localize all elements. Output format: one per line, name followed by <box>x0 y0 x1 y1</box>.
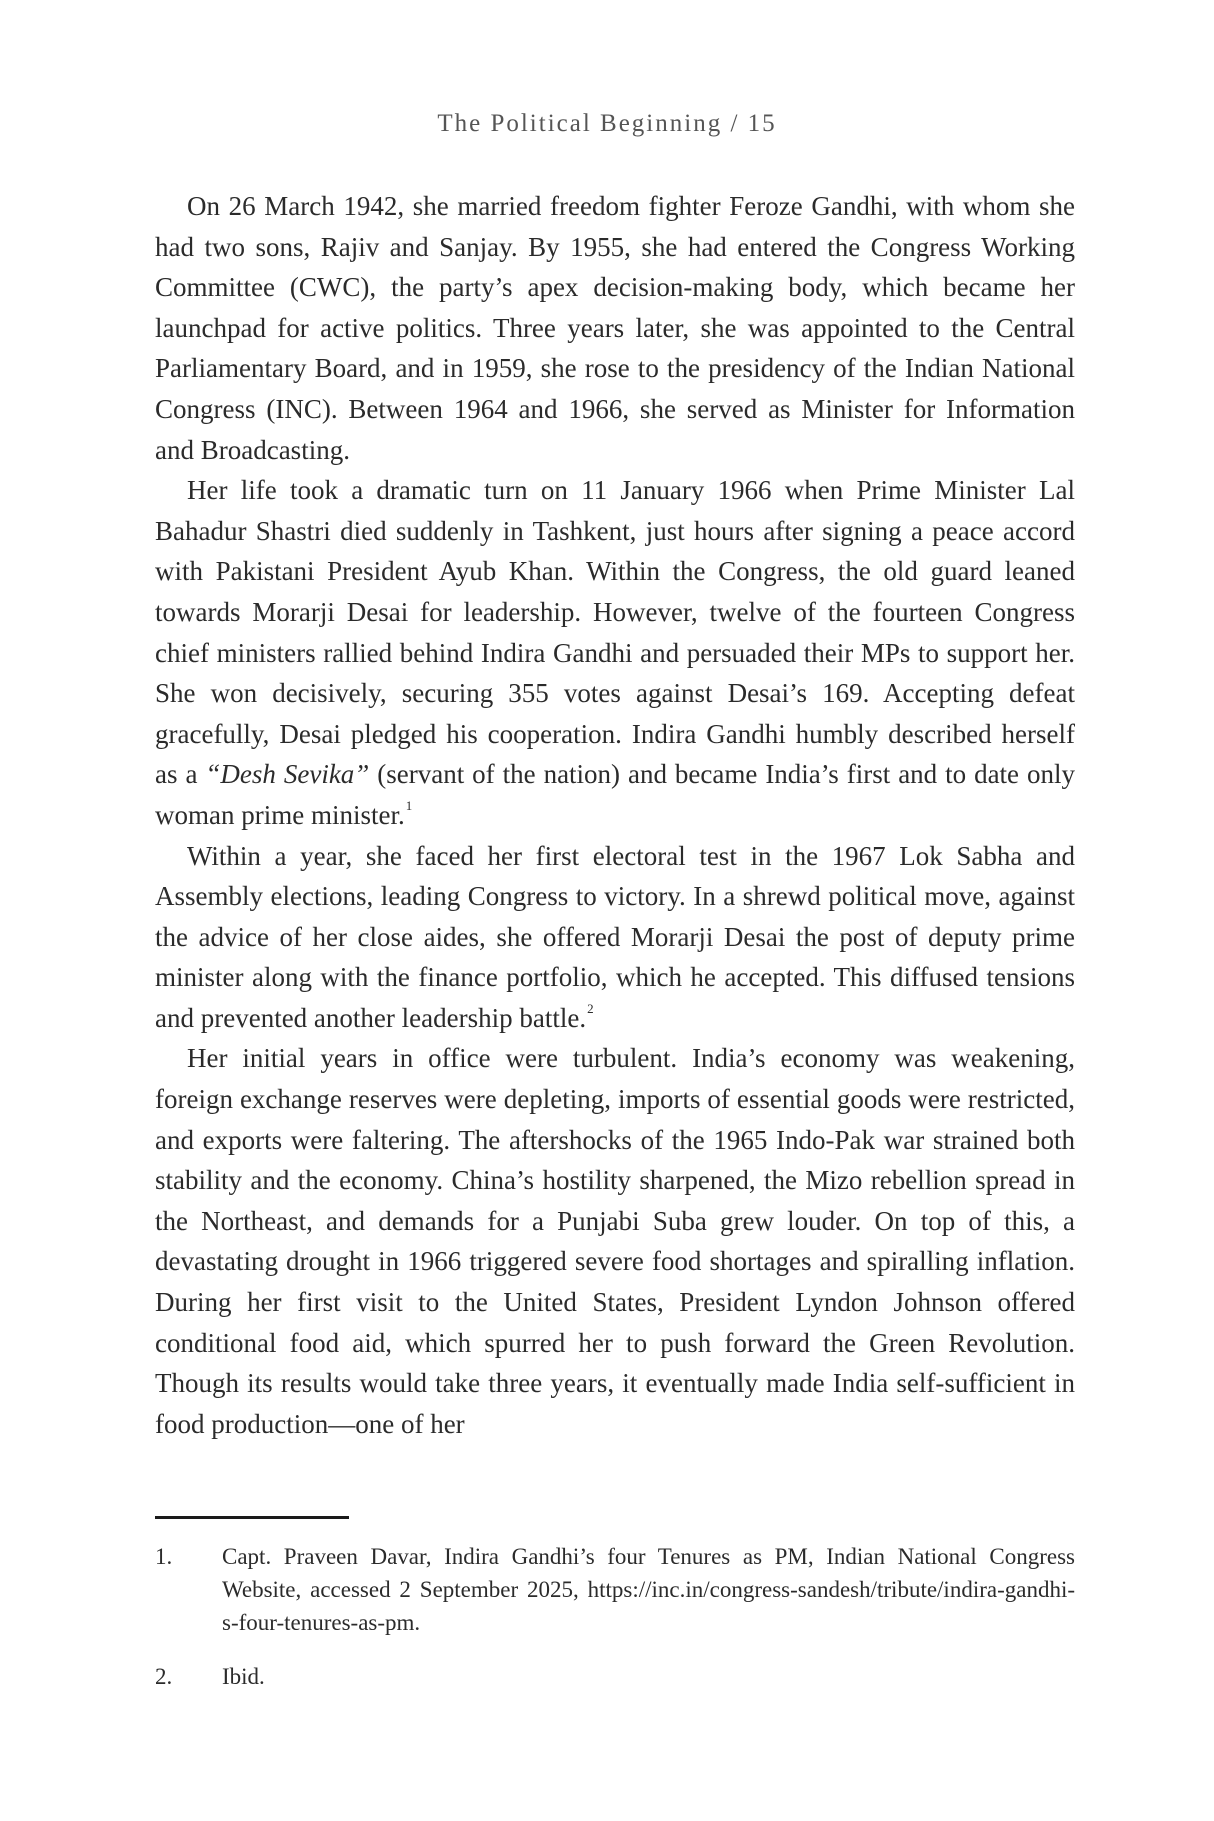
paragraph-text: Her initial years in office were turbulent. India’s economy was weakening, foreign exchange reserves were depleting, imports of essential goods were restricted, and exports were faltering. The aftershocks of the 1965 Indo-Pak war strained both stability and the economy. China’s hostility sharpened, the Mizo rebellion spread in the Northeast, and demands for a Punjabi Suba grew louder. On top of this, a devastating drought in 1966 triggered severe food shortages and spiralling inflation. During her first visit to the United States, President Lyndon Johnson offered conditional food aid, which spurred her to push forward the Green Revolution. Though its results would take three years, it eventually made India self-sufficient in food production—one of her <box>155 1043 1075 1439</box>
footnote-reference[interactable]: 1 <box>405 797 413 813</box>
footnote-reference[interactable]: 2 <box>587 1000 594 1016</box>
footnote <box>155 1540 1075 1639</box>
paragraph <box>155 186 1075 470</box>
paragraph-text: Her life took a dramatic turn on 11 January 1966 when Prime Minister Lal Bahadur Shastri died suddenly in Tashkent, just hours after signing a peace accord with Pakistani President Ayub Khan. Within the Congress, the old guard leaned towards Morarji Desai for leadership. However, twelve of the fourteen Congress chief ministers rallied behind Indira Gandhi and persuaded their MPs to support her. She won decisively, securing 355 votes against Desai’s 169. Accepting defeat gracefully, Desai pledged his cooperation. Indira Gandhi humbly described herself as a <box>155 475 1075 790</box>
footnote-number: 1. <box>155 1544 173 1569</box>
italic-term: “Desh Sevika” <box>205 759 370 790</box>
footnote-divider <box>155 1516 349 1519</box>
paragraph <box>155 1038 1075 1444</box>
footnote-text: Capt. Praveen Davar, Indira Gandhi’s four Tenures as PM, Indian National Congress Website, accessed 2 September 2025, https://inc.in/congress-sandesh/tribute/indira-gandhi-s-four-tenures-as-pm. <box>222 1544 1075 1635</box>
paragraph-text: On 26 March 1942, she married freedom fighter Feroze Gandhi, with whom she had two sons, Rajiv and Sanjay. By 1955, she had entered the Congress Working Committee (CWC), the party’s apex decision-making body, which became her launchpad for active politics. Three years later, she was appointed to the Central Parliamentary Board, and in 1959, she rose to the presidency of the Indian National Congress (INC). Between 1964 and 1966, she served as Minister for Information and Broadcasting. <box>155 191 1075 465</box>
footnote-text: Ibid. <box>222 1664 265 1689</box>
paragraph-text: (servant of the nation) and became India’s first and to date only woman prime minister. <box>155 759 1075 830</box>
footnotes <box>155 1540 1075 1714</box>
running-head: The Political Beginning / 15 <box>437 110 777 137</box>
footnote <box>155 1660 1075 1693</box>
paragraph-text: Within a year, she faced her first electoral test in the 1967 Lok Sabha and Assembly elections, leading Congress to victory. In a shrewd political move, against the advice of her close aides, she offered Morarji Desai the post of deputy prime minister along with the finance portfolio, which he accepted. This diffused tensions and prevented another leadership battle. <box>155 840 1075 1033</box>
paragraph <box>155 836 1075 1039</box>
body-text <box>155 186 1075 1444</box>
footnote-number: 2. <box>155 1664 173 1689</box>
paragraph <box>155 470 1075 835</box>
